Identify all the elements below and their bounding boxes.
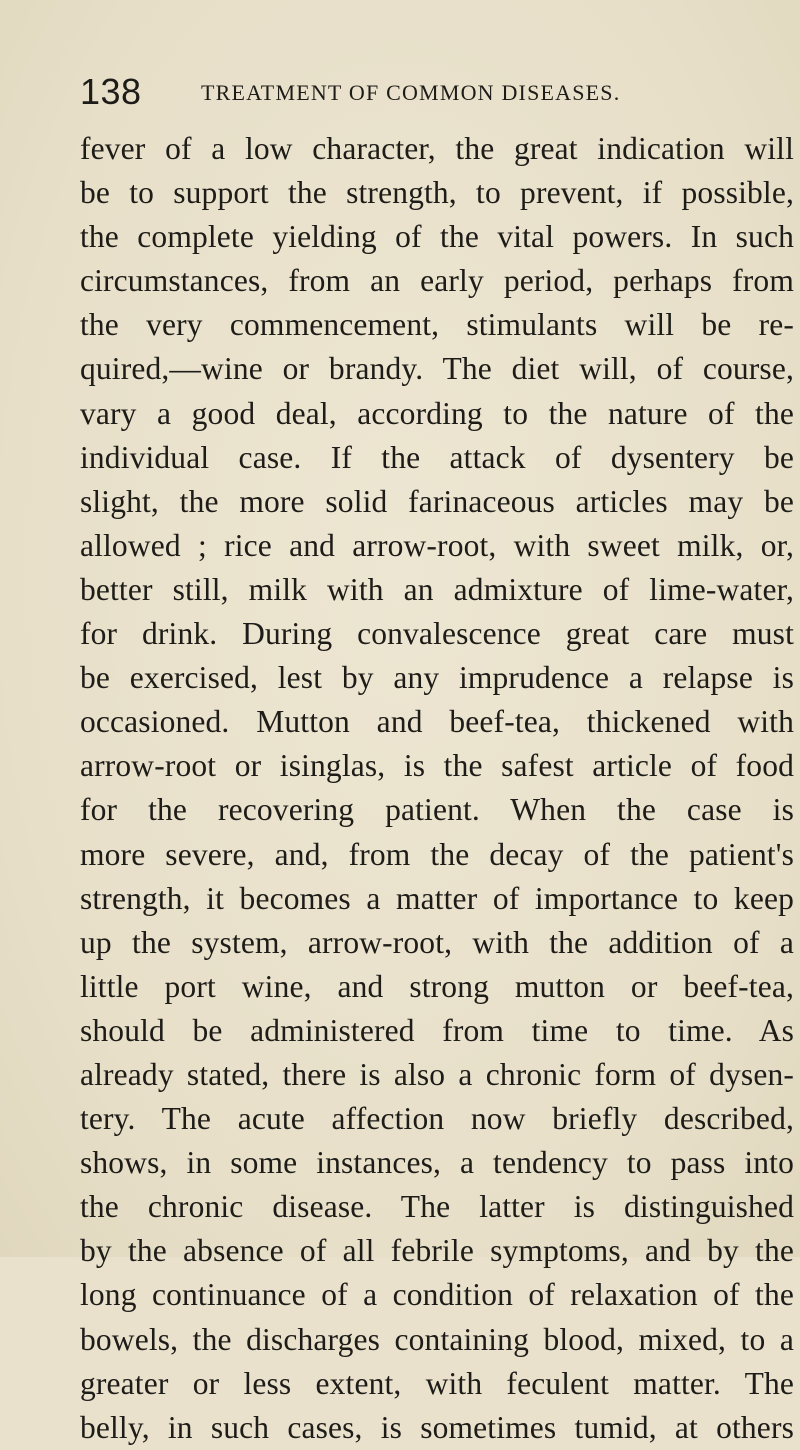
running-head: TREATMENT OF COMMON DISEASES. bbox=[201, 80, 621, 105]
text-line: slight, the more solid farinaceous articles may be bbox=[80, 483, 794, 519]
page-header bbox=[80, 72, 780, 112]
text-line: up the system, arrow-root, with the addition of a bbox=[80, 924, 794, 960]
body-text bbox=[80, 127, 794, 1450]
text-line: little port wine, and strong mutton or beef-tea, bbox=[80, 968, 794, 1004]
text-line: arrow-root or isinglas, is the safest article of food bbox=[80, 748, 794, 784]
text-line: individual case. If the attack of dysentery be bbox=[80, 439, 794, 475]
text-line: the complete yielding of the vital powers. In such bbox=[80, 219, 794, 255]
text-line: allowed ; rice and arrow-root, with sweet milk, or, bbox=[80, 527, 794, 563]
text-line: more severe, and, from the decay of the patient's bbox=[80, 836, 794, 872]
text-line: occasioned. Mutton and beef-tea, thickened with bbox=[80, 704, 794, 740]
text-line: fever of a low character, the great indication will bbox=[80, 131, 794, 166]
text-line: already stated, there is also a chronic form of dysen- bbox=[80, 1056, 794, 1092]
text-line: belly, in such cases, is sometimes tumid, at others bbox=[80, 1409, 794, 1445]
text-line: by the absence of all febrile symptoms, and by the bbox=[80, 1233, 794, 1269]
text-line: should be administered from time to time. As bbox=[80, 1012, 794, 1048]
text-line: strength, it becomes a matter of importance to keep bbox=[80, 880, 794, 916]
text-line: bowels, the discharges containing blood, mixed, to a bbox=[80, 1321, 794, 1357]
text-line: for drink. During convalescence great care must bbox=[80, 616, 794, 652]
text-line: greater or less extent, with feculent matter. The bbox=[80, 1365, 794, 1401]
text-line: be to support the strength, to prevent, if possible, bbox=[80, 175, 794, 211]
text-line: the very commencement, stimulants will be re- bbox=[80, 307, 794, 343]
text-line: quired,—wine or brandy. The diet will, of course, bbox=[80, 351, 794, 387]
text-line: long continuance of a condition of relaxation of the bbox=[80, 1277, 794, 1313]
text-line: the chronic disease. The latter is distinguished bbox=[80, 1189, 794, 1225]
text-line: for the recovering patient. When the case is bbox=[80, 792, 794, 828]
text-line: vary a good deal, according to the nature of the bbox=[80, 395, 794, 431]
text-line: better still, milk with an admixture of lime-water, bbox=[80, 571, 794, 607]
page-number: 138 bbox=[80, 71, 142, 112]
text-line: shows, in some instances, a tendency to pass into bbox=[80, 1145, 794, 1181]
text-line: be exercised, lest by any imprudence a relapse is bbox=[80, 660, 794, 696]
text-line: tery. The acute affection now briefly described, bbox=[80, 1101, 794, 1137]
text-line: circumstances, from an early period, perhaps from bbox=[80, 263, 794, 299]
